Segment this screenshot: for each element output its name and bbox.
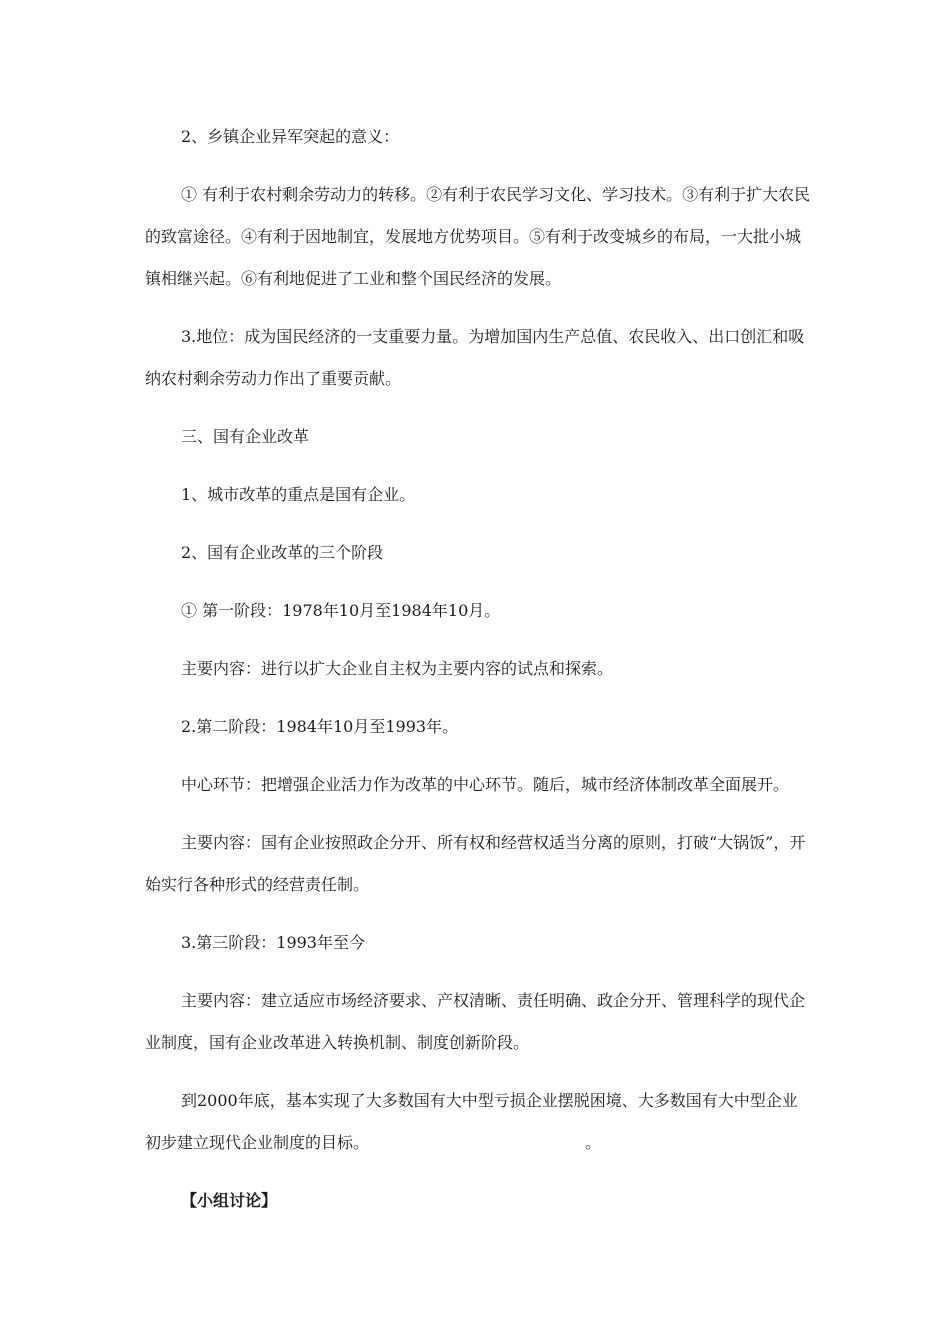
paragraph-stage-three: 3.第三阶段：1993年至今 bbox=[181, 933, 365, 952]
paragraph-urban-reform-focus: 1、城市改革的重点是国有企业。 bbox=[181, 485, 416, 504]
paragraph-three-stages-heading: 2、国有企业改革的三个阶段 bbox=[181, 543, 384, 562]
paragraph-township-significance-list: ① 有利于农村剩余劳动力的转移。②有利于农民学习文化、学习技术。③有利于扩大农民的致富途径。④有利于因地制宜，发展地方优势项目。⑤有利于改变城乡的布局，一大批小城镇相继兴起。⑥有利地促进了工业和整个国民经济的发展。 bbox=[145, 185, 811, 288]
paragraph-stage-two: 2.第二阶段：1984年10月至1993年。 bbox=[181, 717, 459, 736]
paragraph-stage-two-core: 中心环节：把增强企业活力作为改革的中心环节。随后，城市经济体制改革全面展开。 bbox=[181, 775, 790, 794]
section-heading-soe-reform: 三、国有企业改革 bbox=[181, 427, 310, 446]
paragraph-stage-one-content: 主要内容：进行以扩大企业自主权为主要内容的试点和探索。 bbox=[181, 659, 614, 678]
paragraph-year-2000-goal: 到2000年底，基本实现了大多数国有大中型亏损企业摆脱困境、大多数国有大中型企业初步建立现代企业制度的目标。 。 bbox=[145, 1091, 798, 1152]
paragraph-stage-three-content: 主要内容：建立适应市场经济要求、产权清晰、责任明确、政企分开、管理科学的现代企业制度，国有企业改革进入转换机制、制度创新阶段。 bbox=[145, 991, 806, 1052]
paragraph-stage-two-content: 主要内容：国有企业按照政企分开、所有权和经营权适当分离的原则，打破“大锅饭”，开始实行各种形式的经营责任制。 bbox=[145, 833, 806, 894]
paragraph-stage-one: ① 第一阶段：1978年10月至1984年10月。 bbox=[181, 601, 501, 620]
group-discussion-heading: 【小组讨论】 bbox=[181, 1191, 278, 1210]
paragraph-township-status: 3.地位：成为国民经济的一支重要力量。为增加国内生产总值、农民收入、出口创汇和吸纳农村剩余劳动力作出了重要贡献。 bbox=[145, 327, 805, 388]
paragraph-township-significance-heading: 2、乡镇企业异军突起的意义： bbox=[181, 127, 400, 146]
